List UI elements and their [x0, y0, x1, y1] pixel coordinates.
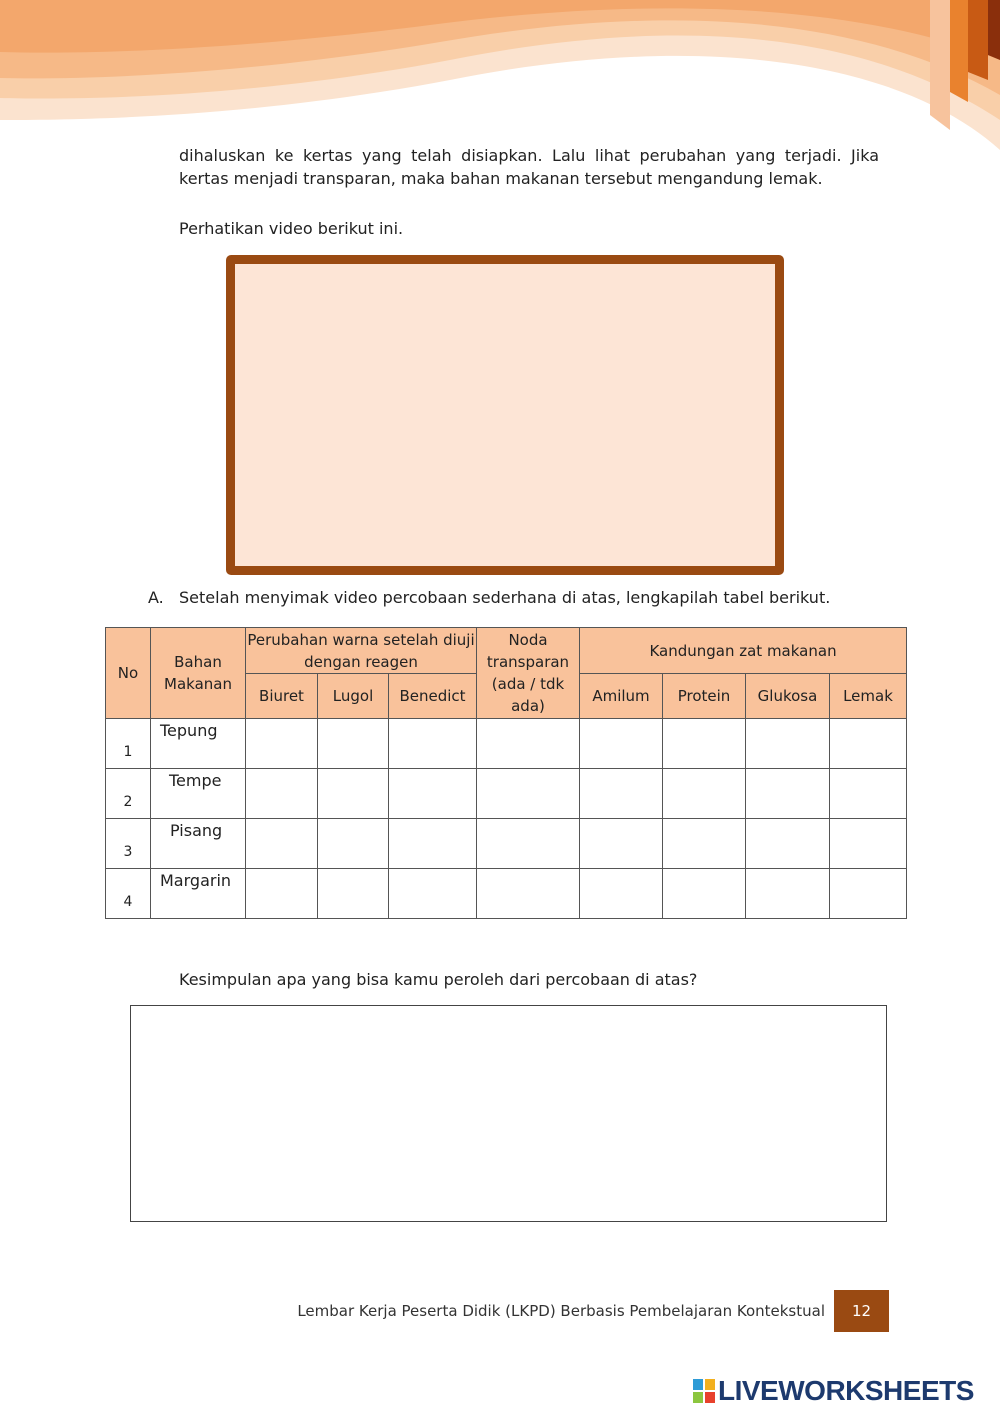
answer-cell[interactable] — [246, 819, 318, 869]
row-number: 3 — [106, 819, 151, 869]
header-noda-transparan: Noda transparan (ada / tdk ada) — [477, 628, 580, 719]
row-food: Margarin — [151, 869, 246, 919]
answer-cell[interactable] — [830, 769, 907, 819]
page-number: 12 — [834, 1290, 889, 1332]
row-food: Tepung — [151, 719, 246, 769]
answer-cell[interactable] — [580, 869, 663, 919]
answer-cell[interactable] — [318, 819, 389, 869]
intro-paragraph: dihaluskan ke kertas yang telah disiapkan. Lalu lihat perubahan yang terjadi. Jika kertas menjadi transparan, maka bahan makanan tersebut mengandung lemak. — [179, 146, 879, 188]
question-a — [148, 588, 830, 607]
row-number: 1 — [106, 719, 151, 769]
question-a-letter: A. — [148, 588, 164, 607]
answer-cell[interactable] — [246, 719, 318, 769]
answer-cell[interactable] — [746, 869, 830, 919]
answer-cell[interactable] — [246, 769, 318, 819]
answer-cell[interactable] — [746, 819, 830, 869]
answer-cell[interactable] — [318, 769, 389, 819]
answer-cell[interactable] — [477, 819, 580, 869]
answer-cell[interactable] — [830, 869, 907, 919]
header-no: No — [106, 628, 151, 719]
answer-cell[interactable] — [830, 719, 907, 769]
header-lemak: Lemak — [830, 674, 907, 719]
row-food: Tempe — [151, 769, 246, 819]
table-row — [106, 819, 907, 869]
video-prompt: Perhatikan video berikut ini. — [179, 219, 404, 238]
answer-cell[interactable] — [389, 819, 477, 869]
answer-cell[interactable] — [580, 819, 663, 869]
answer-cell[interactable] — [746, 719, 830, 769]
header-wave-decoration — [0, 0, 1000, 150]
header-biuret: Biuret — [246, 674, 318, 719]
brand-name: LIVEWORKSHEETS — [718, 1375, 974, 1406]
answer-cell[interactable] — [318, 869, 389, 919]
header-protein: Protein — [663, 674, 746, 719]
liveworksheets-logo-icon — [693, 1379, 715, 1403]
answer-cell[interactable] — [389, 869, 477, 919]
table-row — [106, 719, 907, 769]
answer-cell[interactable] — [663, 769, 746, 819]
liveworksheets-brand — [693, 1374, 974, 1408]
answer-cell[interactable] — [663, 869, 746, 919]
answer-cell[interactable] — [318, 719, 389, 769]
header-amilum: Amilum — [580, 674, 663, 719]
footer-title: Lembar Kerja Peserta Didik (LKPD) Berbasis Pembelajaran Kontekstual — [297, 1302, 825, 1320]
video-placeholder[interactable] — [226, 255, 784, 575]
answer-cell[interactable] — [389, 719, 477, 769]
header-benedict: Benedict — [389, 674, 477, 719]
answer-cell[interactable] — [830, 819, 907, 869]
table-row — [106, 869, 907, 919]
header-bahan-makanan: Bahan Makanan — [151, 628, 246, 719]
answer-cell[interactable] — [477, 719, 580, 769]
table-row — [106, 769, 907, 819]
observation-table — [105, 627, 907, 919]
answer-cell[interactable] — [477, 869, 580, 919]
row-food: Pisang — [151, 819, 246, 869]
answer-cell[interactable] — [580, 719, 663, 769]
header-kandungan: Kandungan zat makanan — [580, 628, 907, 674]
header-glukosa: Glukosa — [746, 674, 830, 719]
answer-cell[interactable] — [746, 769, 830, 819]
row-number: 4 — [106, 869, 151, 919]
answer-cell[interactable] — [663, 819, 746, 869]
answer-cell[interactable] — [246, 869, 318, 919]
question-a-text: Setelah menyimak video percobaan sederhana di atas, lengkapilah tabel berikut. — [179, 588, 831, 607]
row-number: 2 — [106, 769, 151, 819]
conclusion-question: Kesimpulan apa yang bisa kamu peroleh dari percobaan di atas? — [179, 970, 698, 989]
answer-cell[interactable] — [477, 769, 580, 819]
conclusion-answer-box[interactable] — [130, 1005, 887, 1222]
header-lugol: Lugol — [318, 674, 389, 719]
answer-cell[interactable] — [580, 769, 663, 819]
answer-cell[interactable] — [663, 719, 746, 769]
answer-cell[interactable] — [389, 769, 477, 819]
header-perubahan-warna: Perubahan warna setelah diuji dengan reagen — [246, 628, 477, 674]
